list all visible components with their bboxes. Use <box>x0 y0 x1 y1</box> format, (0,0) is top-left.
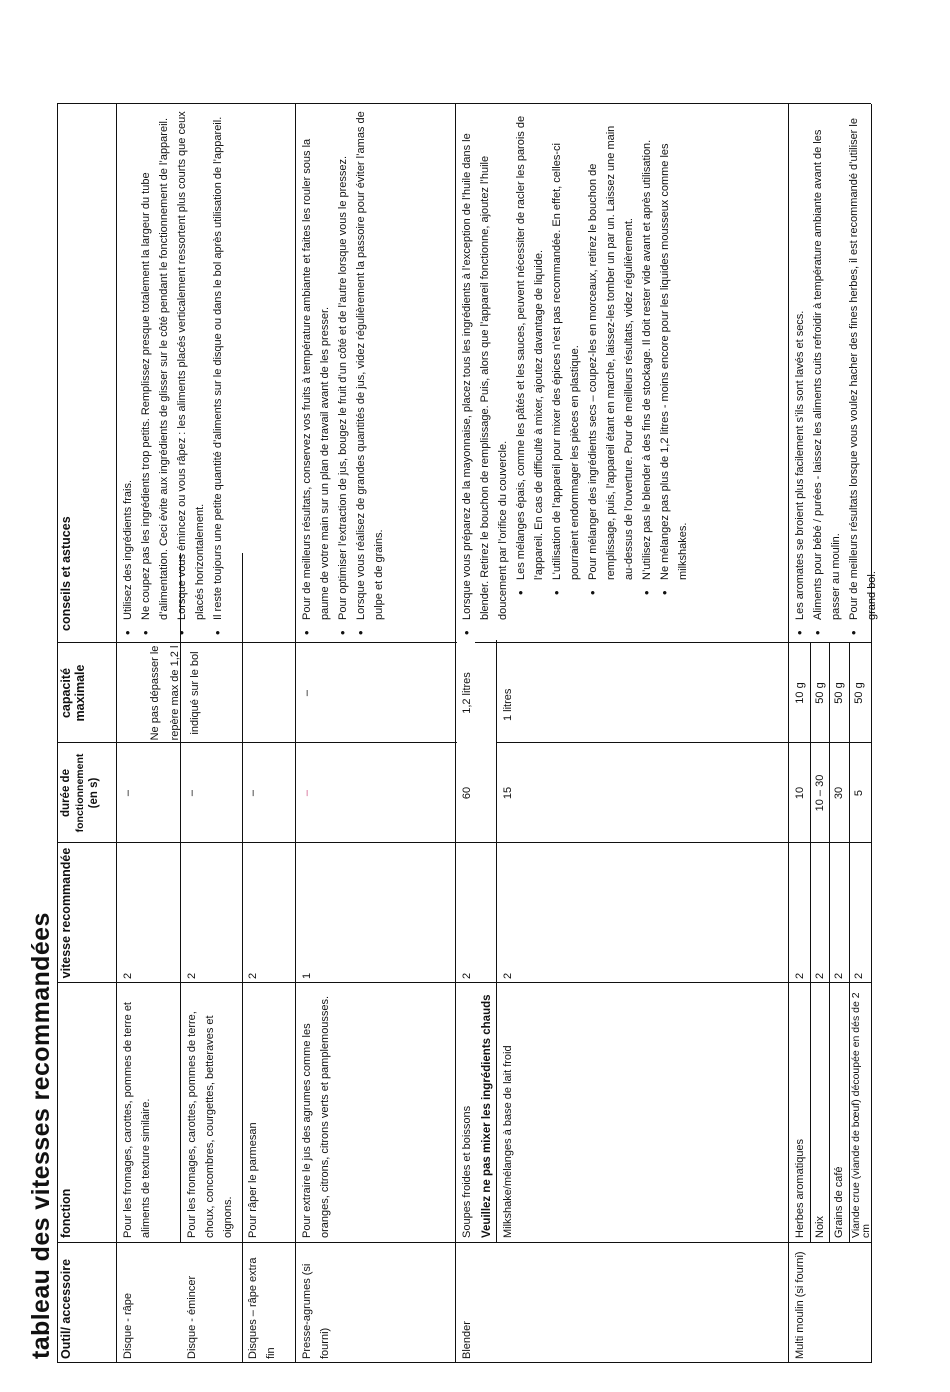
capacity-coffee: 50 g <box>833 682 845 704</box>
tip-item: • N’utilisez pas le blender à des fins de stockage. Il doit rester vide avant et après utilisation. <box>638 109 656 595</box>
function-disc-slicer: Pour les fromages, carottes, pommes de terre, choux, concombres, courgettes, betteraves et oignons. <box>186 1011 234 1238</box>
row-separator <box>455 104 456 1363</box>
tool-blender: Blender <box>461 1321 473 1359</box>
function-raw-meat: Viande crue (viande de bœuf) découpée en dés de 2 cm <box>850 992 872 1238</box>
tip-item: • Les mélanges épais, comme les pâtés et les sauces, peuvent nécessiter de racler les parois de l’appareil. En cas de difficulté à mixer, ajoutez davantage de liquide. <box>512 109 548 595</box>
tip-item: • Pour mélanger des ingrédients secs – coupez-les en morceaux, retirez le bouchon de remplissage, puis, l’appareil étant en marche, laissez-les tomber un par un. Laissez une main au-dessus de l’ouverture. Pour de meilleurs résultats, videz régulièrement. <box>584 109 638 595</box>
duration-nuts: 10 – 30 <box>814 774 826 812</box>
capacity-blender-milkshake: 1 litres <box>502 688 514 721</box>
tip-item: • Pour de meilleurs résultats, conservez vos fruits à température ambiante et faites les rouler sous la paume de votre main sur un plan de travail avant de les presser. <box>298 109 334 635</box>
header-duration-line: durée de <box>60 769 72 817</box>
speed-blender-milkshake: 2 <box>502 972 514 979</box>
header-tool: Outil/ accessoire <box>59 1258 73 1359</box>
column-separator <box>57 982 871 983</box>
rotated-table-page <box>27 104 878 1363</box>
tool-disc-grater: Disque - râpe <box>122 1292 134 1359</box>
function-disc-fine-grater: Pour râper le parmesan <box>247 1122 259 1238</box>
function-blender-milkshake: Milkshake/mélanges à base de lait froid <box>502 1045 514 1238</box>
speed-blender-soups: 2 <box>461 972 473 979</box>
capacity-blender-soups: 1,2 litres <box>461 672 473 714</box>
column-separator <box>57 742 457 743</box>
header-duration-line: fonctionnement <box>74 753 86 833</box>
column-separator <box>475 642 871 643</box>
function-herbs: Herbes aromatiques <box>794 1138 806 1238</box>
tool-citrus-press: Presse-agrumes (si fourni) <box>301 1263 331 1359</box>
function-citrus-press: Pour extraire le jus des agrumes comme les oranges, citrons, citrons verts et pamplemousses. <box>301 995 331 1238</box>
tip-item: • Les aromates se broient plus facilement s’ils sont lavés et secs. <box>791 109 809 635</box>
function-nuts: Noix <box>814 1215 826 1238</box>
duration-blender-milkshake: 15 <box>502 786 514 800</box>
row-separator <box>788 104 789 1363</box>
column-separator <box>57 642 457 643</box>
header-speed: vitesse recommandée <box>59 847 73 979</box>
tip-item: • Ne mélangez pas plus de 1,2 litres - moins encore pour les liquides mousseux comme les milkshakes. <box>656 109 692 595</box>
table-right-border <box>57 103 871 104</box>
duration-herbs: 10 <box>794 786 806 800</box>
page-title: tableau des vitesses recommandées <box>27 912 55 1359</box>
blender-row-separator <box>496 640 497 1243</box>
tip-item: • Lorsque vous réalisez de grandes quantités de jus, videz régulièrement la passoire pour éviter l’amas de pulpe et de grains. <box>352 109 388 635</box>
tips-blender <box>458 109 692 635</box>
duration-disc-fine-grater: – <box>247 789 259 797</box>
tool-multi-mill: Multi moulin (si fourni) <box>794 1251 806 1359</box>
tips-multi-mill <box>791 109 881 635</box>
header-duration-line: (en s) <box>88 777 100 809</box>
function-blender-soups: Soupes froides et boissons <box>461 1105 473 1238</box>
tip-item: • Utilisez des ingrédients frais. <box>119 109 137 635</box>
function-disc-grater: Pour les fromages, carottes, pommes de terre et aliments de texture similaire. <box>122 1002 152 1238</box>
tips-citrus-press <box>298 109 388 635</box>
tip-item: • Aliments pour bébé / purées - laissez les aliments cuits refroidir à température ambiante avant de les passer au moulin. <box>809 109 845 635</box>
header-separator <box>116 104 117 1363</box>
capacity-discs: Ne pas dépasser le repère max de 1,2 l indiqué sur le bol <box>149 645 201 741</box>
tips-discs <box>119 109 227 635</box>
header-duration <box>59 745 116 841</box>
capacity-raw-meat: 50 g <box>853 682 865 704</box>
column-separator <box>57 1242 871 1243</box>
tip-item: • Lorsque vous préparez de la mayonnaise, placez tous les ingrédients à l’exception de l’huile dans le blender. Retirez le bouchon de remplissage. Puis, alors que l’appareil fonctionne, ajoutez l’huile doucement par l’orifice du couvercle. <box>458 109 512 635</box>
duration-disc-slicer: – <box>186 789 198 797</box>
table-left-border <box>57 1362 871 1363</box>
tips-blender-first <box>458 109 512 635</box>
speed-coffee: 2 <box>833 972 845 979</box>
function-coffee: Grains de café <box>833 1166 845 1238</box>
tool-disc-slicer: Disque - émincer <box>186 1275 198 1359</box>
speed-nuts: 2 <box>814 972 826 979</box>
column-separator <box>57 842 871 843</box>
duration-raw-meat: 5 <box>853 789 865 797</box>
document-frame <box>27 104 878 1363</box>
tool-disc-fine-grater: Disques – râpe extra fin <box>247 1257 277 1359</box>
speed-table <box>57 104 878 1363</box>
column-separator <box>496 742 871 743</box>
duration-citrus-press: – <box>301 789 313 797</box>
header-capacity: capacité maximale <box>59 664 87 722</box>
capacity-citrus-press: – <box>301 689 313 697</box>
tips-blender-list <box>512 109 692 595</box>
tip-item: • Lorsque vous émincez ou vous râpez : les aliments placés verticalement ressortent plus courts que ceux placés horizontalement. <box>173 109 209 635</box>
speed-disc-grater: 2 <box>122 972 134 979</box>
tip-item: • L’utilisation de l’appareil pour mixer des épices n’est pas recommandée. En effet, celles-ci pourraient endommager les pièces en plastique. <box>548 109 584 595</box>
header-tips: conseils et astuces <box>59 516 73 631</box>
speed-raw-meat: 2 <box>853 972 865 979</box>
tip-item: • Il reste toujours une petite quantité d’aliments sur le disque ou dans le bol après utilisation de l’appareil. <box>209 109 227 635</box>
blender-warning: Veuillez ne pas mixer les ingrédients chauds <box>481 994 493 1238</box>
duration-disc-grater: – <box>122 789 134 797</box>
table-top-border <box>57 104 58 1363</box>
tip-item: • Ne coupez pas les ingrédients trop petits. Remplissez presque totalement la largeur du tube d’alimentation. Ceci évite aux ingrédients de glisser sur le côté pendant le fonctionnement de l’appareil. <box>137 109 173 635</box>
title-strip <box>27 104 58 1363</box>
speed-citrus-press: 1 <box>301 972 313 979</box>
speed-herbs: 2 <box>794 972 806 979</box>
duration-blender-soups: 60 <box>461 786 473 800</box>
duration-coffee: 30 <box>833 786 845 800</box>
speed-disc-fine-grater: 2 <box>247 972 259 979</box>
capacity-nuts: 50 g <box>814 682 826 704</box>
tip-item: • Pour de meilleurs résultats lorsque vous voulez hacher des fines herbes, il est recommandé d’utiliser le grand bol. <box>845 109 881 635</box>
header-function: fonction <box>59 1188 73 1238</box>
speed-disc-slicer: 2 <box>186 972 198 979</box>
capacity-herbs: 10 g <box>794 682 806 704</box>
tip-item: • Pour optimiser l’extraction de jus, bougez le fruit d’un côté et de l’autre lorsque vous le pressez. <box>334 109 352 635</box>
row-separator <box>295 104 296 1363</box>
